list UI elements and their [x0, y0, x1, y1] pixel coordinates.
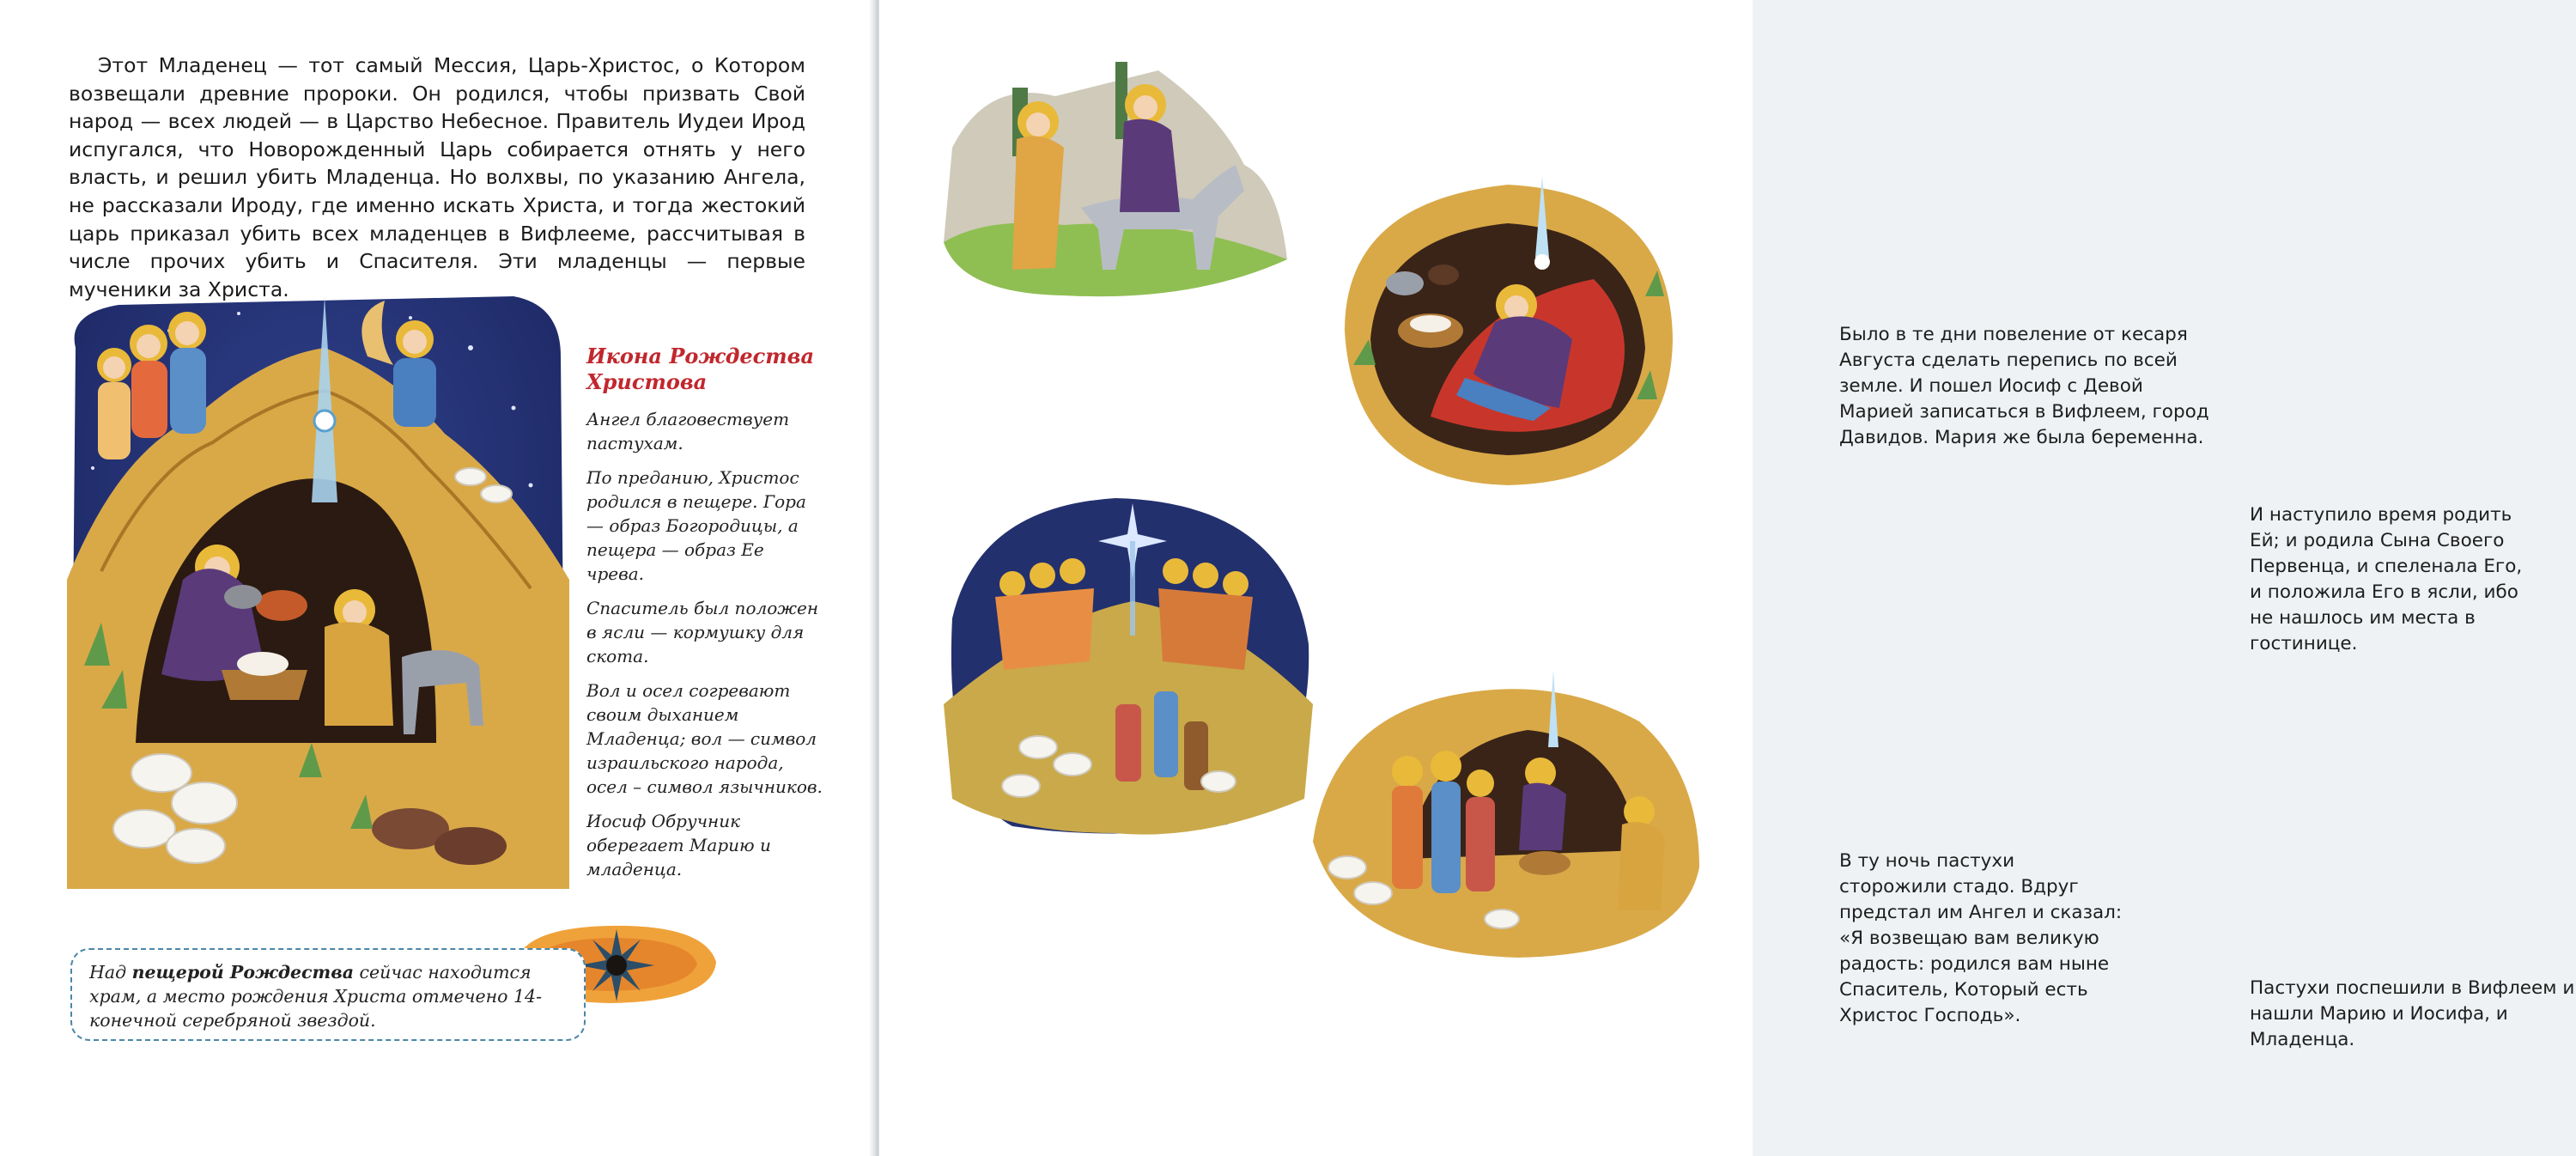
- text-birth: И наступило время родить Ей; и родила Сына Своего Первенца, и спеленала Его, и положила Его в ясли, ибо не нашлось им места в гостинице.: [2250, 504, 2523, 654]
- caption-paragraph: Ангел благовествует пастухам.: [586, 409, 790, 453]
- note-bold: пещерой Рождества: [131, 962, 354, 983]
- adoration-of-shepherds-illustration: [1296, 670, 1708, 962]
- caption-paragraph: Иосиф Обручник оберегает Марию и младенца.: [586, 811, 771, 879]
- icon-caption: [586, 344, 827, 891]
- caption-paragraph: По преданию, Христос родился в пещере. Гора — образ Богородицы, а пещера — образ Ее чрева.: [586, 467, 806, 584]
- icon-caption-title: Икона Рождества Христова: [586, 344, 814, 394]
- journey-to-bethlehem-illustration: [935, 45, 1296, 302]
- birth-in-cave-illustration: [1336, 176, 1680, 490]
- left-page: [0, 0, 874, 1156]
- nativity-icon-illustration: [67, 296, 569, 893]
- note-box: [70, 948, 586, 1041]
- text-shepherds: В ту ночь пастухи сторожили стадо. Вдруг предстал им Ангел и сказал: «Я возвещаю вам великую радость: родился вам ныне Спаситель, Который есть Христос Господь».: [1839, 850, 2123, 1026]
- text-adoration: Пастухи поспешили в Вифлеем и нашли Марию и Иосифа, и Младенца.: [2250, 977, 2575, 1050]
- caption-paragraph: Спаситель был положен в ясли — кормушку для скота.: [586, 598, 818, 666]
- right-page: [879, 0, 2575, 1156]
- text-census: Было в те дни повеление от кесаря Августа сделать перепись по всей земле. И пошел Иосиф с Девой Марией записаться в Вифлеем, город Давидов. Мария же была беременна.: [1839, 324, 2209, 448]
- intro-paragraph: Этот Младенец — тот самый Мессия, Царь-Христос, о Котором возвещали древние пророки. Он родился, чтобы призвать Свой народ — всех людей — в Царство Небесное. Правитель Иудеи Ирод испугался, что Новорожденный Царь собирается отнять у него власть, и решил убить Младенца. Но волхвы, по указанию Ангела, не рассказали Ироду, где именно искать Христа, и тогда жестокий царь приказал убить всех младенцев в Вифлееме, рассчитывая в числе прочих убить и Спасителя. Эти младенцы — первые мученики за Христа.: [69, 53, 805, 301]
- annunciation-to-shepherds-illustration: [944, 490, 1317, 837]
- caption-paragraph: Вол и осел согревают своим дыханием Младенца; вол — символ израильского народа, осел – символ язычников.: [586, 680, 823, 797]
- note-text-end: сейчас находится храм, а место рождения Христа отмечено 14-конечной серебряной звездой.: [89, 962, 543, 1031]
- note-text-start: Над: [89, 962, 132, 983]
